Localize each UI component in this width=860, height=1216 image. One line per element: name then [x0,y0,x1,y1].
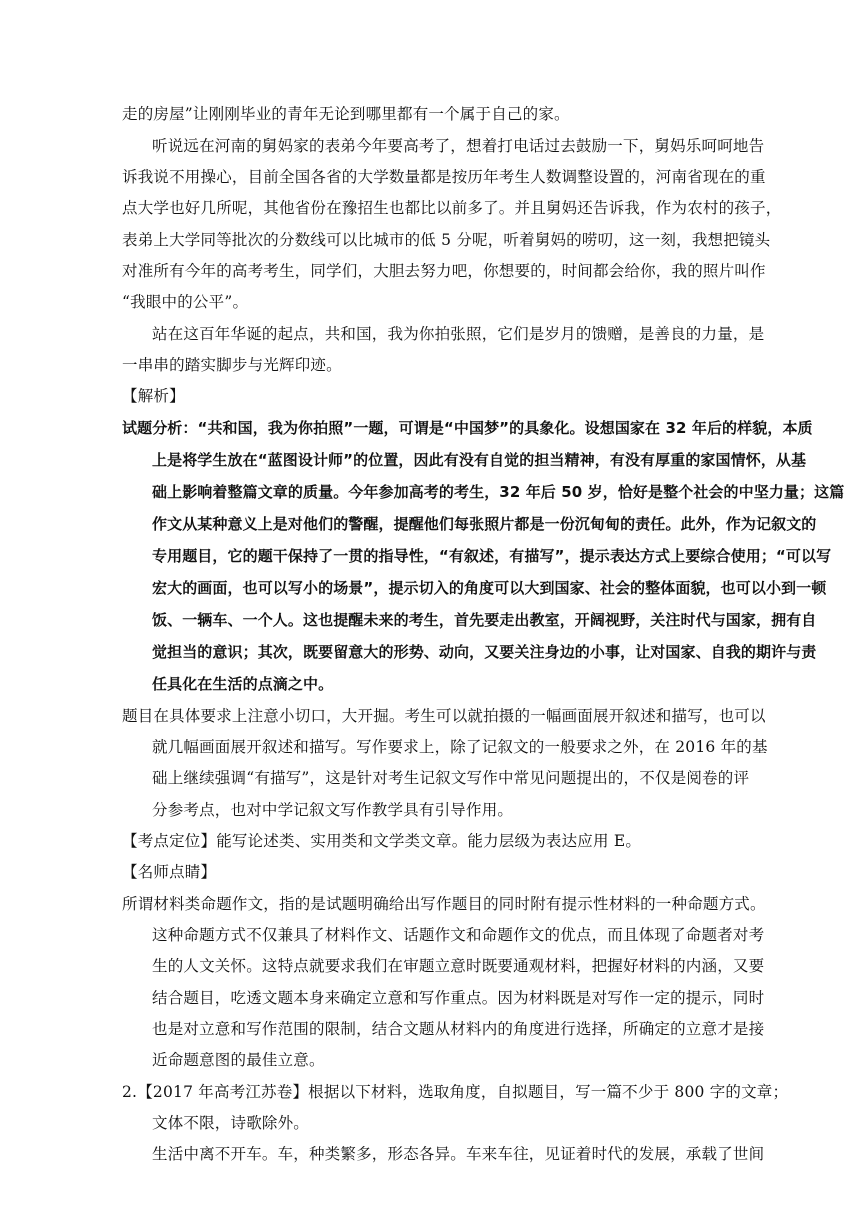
essay-paragraph-line: 表弟上大学同等批次的分数线可以比城市的低 5 分呢，听着舅妈的唠叨，这一刻，我想把镜头 [122,231,771,249]
teacher-note-line: 所谓材料类命题作文，指的是试题明确给出写作题目的同时附有提示性材料的一种命题方式。 [122,895,766,913]
essay-continuation-line: 走的房屋”让刚刚毕业的青年无论到哪里都有一个属于自己的家。 [122,105,570,123]
analysis-line: 宏大的画面，也可以写小的场景”，提示切入的角度可以大到国家、社会的整体面貌，也可以小到一顿 [152,579,827,597]
analysis-line: 础上影响着整篇文章的质量。今年参加高考的考生，32 年后 50 岁，恰好是整个社会的中坚力量；这篇 [152,483,845,501]
material-line: 生活中离不开车。车，种类繁多，形态各异。车来车往，见证着时代的发展，承载了世间 [152,1145,765,1163]
essay-paragraph-line: 点大学也好几所呢，其他省份在豫招生也都比以前多了。并且舅妈还告诉我，作为农村的孩子， [122,199,782,217]
requirement-line: 础上继续强调“有描写”，这是针对考生记叙文写作中常见问题提出的，不仅是阅卷的评 [152,769,750,787]
teacher-note-line: 结合题目，吃透文题本身来确定立意和写作重点。因为材料既是对写作一定的提示，同时 [152,989,765,1007]
essay-paragraph-line: 听说远在河南的舅妈家的表弟今年要高考了，想着打电话过去鼓励一下，舅妈乐呵呵地告 [152,137,765,155]
teacher-note-line: 生的人文关怀。这特点就要求我们在审题立意时既要通观材料，把握好材料的内涵，又要 [152,957,765,975]
teacher-note-line: 也是对立意和写作范围的限制，结合文题从材料内的角度进行选择，所确定的立意才是接 [152,1020,765,1038]
requirement-line: 题目在具体要求上注意小切口，大开掘。考生可以就拍摄的一幅画面展开叙述和描写，也可以 [122,707,766,725]
analysis-line: 饭、一辆车、一个人。这也提醒未来的考生，首先要走出教室，开阔视野，关注时代与国家，拥有自 [152,611,817,629]
analysis-heading: 【解析】 [122,387,185,405]
teacher-note-line: 近命题意图的最佳立意。 [152,1051,325,1069]
exam-point-line: 【考点定位】能写论述类、实用类和文学类文章。能力层级为表达应用 E。 [122,832,642,850]
essay-paragraph-line: “我眼中的公平”。 [122,293,249,311]
teacher-note-line: 这种命题方式不仅兼具了材料作文、话题作文和命题作文的优点，而且体现了命题者对考 [152,926,765,944]
requirement-line: 分参考点，也对中学记叙文写作教学具有引导作用。 [152,801,514,819]
question-line: 文体不限，诗歌除外。 [152,1114,310,1132]
essay-paragraph-line: 诉我说不用操心，目前全国各省的大学数量都是按历年考生人数调整设置的，河南省现在的重 [122,168,766,186]
analysis-line: 觉担当的意识；其次，既要留意大的形势、动向，又要关注身边的小事，让对国家、自我的期许与责 [152,643,817,661]
essay-paragraph-line: 对准所有今年的高考考生，同学们，大胆去努力吧，你想要的，时间都会给你，我的照片叫作 [122,262,766,280]
essay-closing-line: 站在这百年华诞的起点，共和国，我为你拍张照，它们是岁月的馈赠，是善良的力量，是 [152,325,765,343]
requirement-line: 就几幅画面展开叙述和描写。写作要求上，除了记叙文的一般要求之外，在 2016 年的基 [152,738,768,756]
analysis-line: 试题分析：“共和国，我为你拍照”一题，可谓是“中国梦”的具象化。设想国家在 32 年后的样貌，本质 [122,419,813,437]
analysis-line: 上是将学生放在“蓝图设计师”的位置，因此有没有自觉的担当精神，有没有厚重的家国情怀，从基 [152,451,807,469]
analysis-line: 任具化在生活的点滴之中。 [152,675,334,693]
question-line: 2.【2017 年高考江苏卷】根据以下材料，选取角度，自拟题目，写一篇不少于 800 字的文章； [122,1083,789,1101]
analysis-line: 作文从某种意义上是对他们的警醒，提醒他们每张照片都是一份沉甸甸的责任。此外，作为记叙文的 [152,515,817,533]
analysis-line: 专用题目，它的题干保持了一贯的指导性，“有叙述，有描写”，提示表达方式上要综合使用；“可以写 [152,547,832,565]
teacher-note-heading: 【名师点睛】 [122,863,217,881]
essay-closing-line: 一串串的踏实脚步与光辉印迹。 [122,356,342,374]
